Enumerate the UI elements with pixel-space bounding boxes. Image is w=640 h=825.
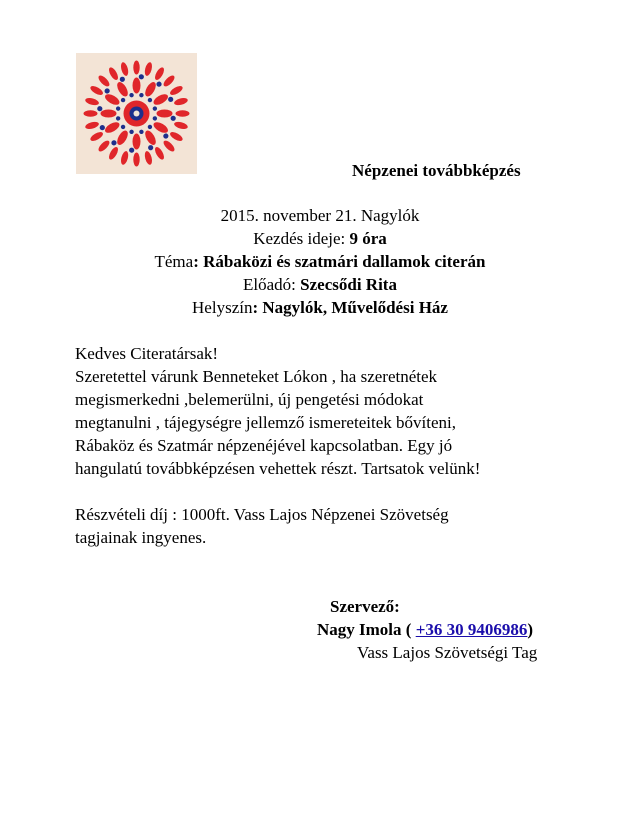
event-topic: Téma: Rábaközi és szatmári dallamok citerán [154, 252, 486, 271]
phone-link[interactable]: +36 30 9406986 [415, 620, 528, 639]
organizer-name: Nagy Imola ( +36 30 9406986) [317, 620, 534, 639]
event-presenter: Előadó: Szecsődi Rita [243, 275, 397, 294]
paragraph-line: Rábaköz és Szatmár népzenéjével kapcsolatban. Egy jó [75, 436, 453, 455]
event-venue: Helyszín: Nagylók, Művelődési Ház [192, 298, 448, 317]
greeting: Kedves Citeratársak! [75, 344, 219, 363]
paragraph-line: megismerkedni ,belemerülni, új pengetési módokat [75, 390, 424, 409]
page-title: Népzenei továbbképzés [352, 161, 521, 180]
organizer-role: Vass Lajos Szövetségi Tag [357, 643, 538, 662]
paragraph-line: hangulatú továbbképzésen vehettek részt. Tartsatok velünk! [75, 459, 481, 478]
fee-line: Részvételi díj : 1000ft. Vass Lajos Népzenei Szövetség [75, 505, 449, 524]
event-date-place: 2015. november 21. Nagylók [220, 206, 420, 225]
paragraph-line: Szeretettel várunk Benneteket Lókon , ha szeretnétek [75, 367, 438, 386]
organizer-label: Szervező: [330, 597, 400, 616]
fee-line: tagjainak ingyenes. [75, 528, 207, 547]
folk-rosette-logo [76, 53, 197, 174]
paragraph-line: megtanulni , tájegységre jellemző ismereteitek bővíteni, [75, 413, 456, 432]
event-start-time: Kezdés ideje: 9 óra [253, 229, 387, 248]
